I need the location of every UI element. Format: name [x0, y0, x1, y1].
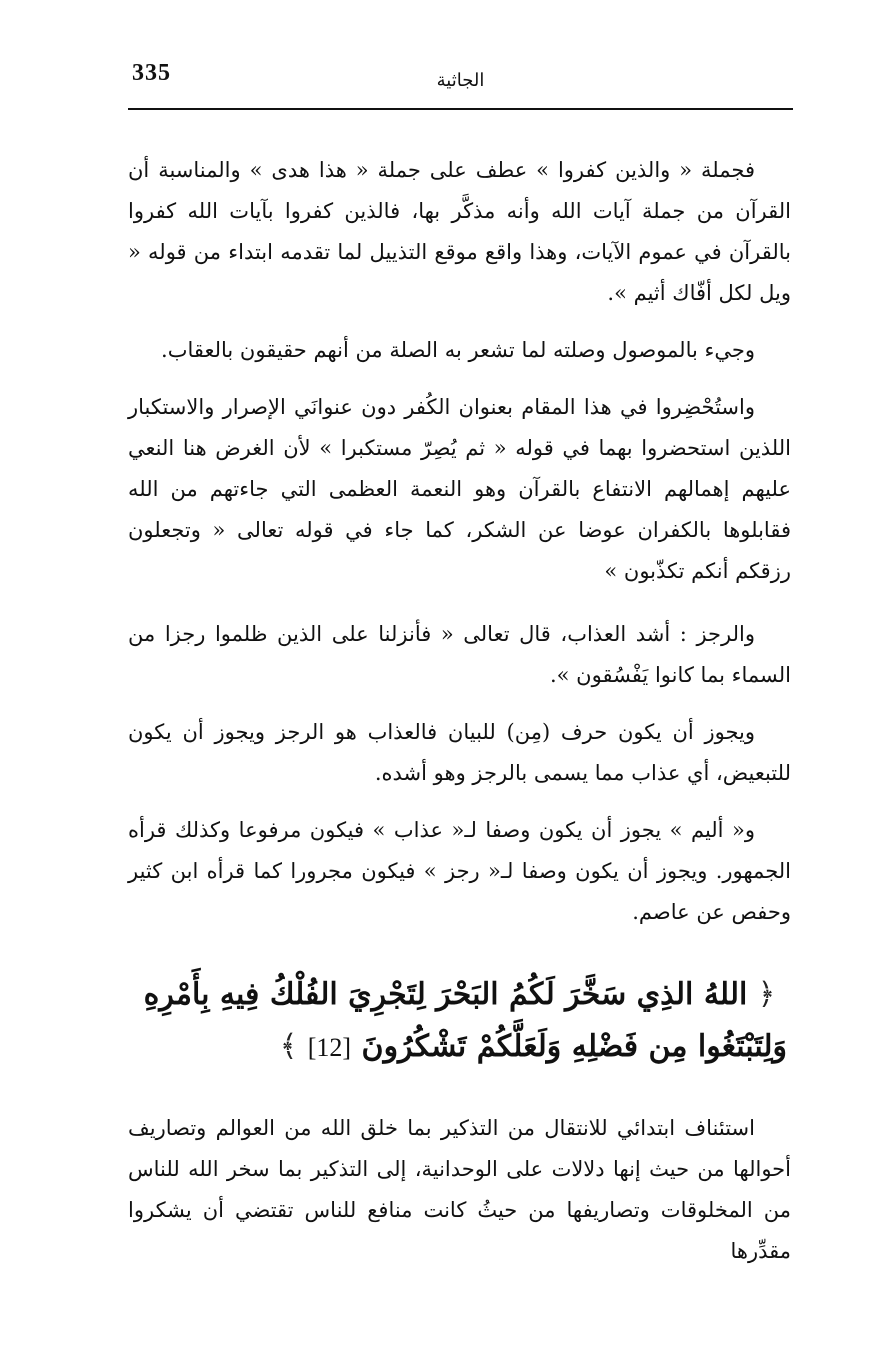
page-header [128, 52, 793, 110]
quran-verse [128, 969, 791, 1074]
paragraph-3: واستُحْضِروا في هذا المقام بعنوان الكُفر دون عنوانَي الإصرار والاستكبار اللذين استحضروا بهما في قوله « ثم يُصِرّ مستكبرا » لأن الغرض هنا النعي عليهم إهمالهم الانتفاع بالقرآن وهو النعمة العظمى التي جاءتهم من الله فقابلوها بالكفران عوضا عن الشكر، كما جاء في قوله تعالى « وتجعلون رزقكم أنكم تكذّبون » [128, 395, 791, 583]
verse-open-bracket: ﴿ [757, 977, 776, 1012]
page-body [128, 150, 791, 1294]
verse-number: [12] [307, 1033, 352, 1062]
surah-title: الجاثية [436, 70, 485, 91]
tafsir-paragraph: استئناف ابتدائي للانتقال من التذكير بما خلق الله من العوالم وتصاريف أحوالها من حيث إنها دلالات على الوحدانية، إلى التذكير بما سخر الله للناس من المخلوقات وتصاريفها من حيثُ كانت منافع للناس تقتضي أن يشكروا مقدِّرها [128, 1116, 791, 1263]
verse-close-bracket: ﴾ [279, 1029, 298, 1064]
paragraph-2: وجيء بالموصول وصلته لما تشعر به الصلة من أنهم حقيقون بالعقاب. [161, 338, 755, 362]
paragraph-4: والرجز : أشد العذاب، قال تعالى « فأنزلنا على الذين ظلموا رجزا من السماء بما كانوا يَفْسُقون ». [128, 622, 791, 687]
paragraph-5: ويجوز أن يكون حرف (مِن) للبيان فالعذاب هو الرجز ويجوز أن يكون للتبعيض، أي عذاب مما يسمى بالرجز وهو أشده. [128, 720, 791, 785]
verse-text: اللهُ الذِي سَخَّرَ لَكُمُ البَحْرَ لِتَجْرِيَ الفُلْكُ فِيهِ بِأَمْرِهِ وَلِتَبْتَغُوا مِن فَضْلِهِ وَلَعَلَّكُمْ تَشْكُرُونَ [143, 977, 787, 1064]
paragraph-1: فجملة « والذين كفروا » عطف على جملة « هذا هدى » والمناسبة أن القرآن من جملة آيات الله وأنه مذكَّر بها، فالذين كفروا بآيات الله كفروا بالقرآن في عموم الآيات، وهذا واقع موقع التذييل لما تقدمه ابتداء من قوله « ويل لكل أفّاك أثيم ». [128, 158, 791, 305]
page-number: 335 [132, 60, 171, 86]
paragraph-6: و« أليم » يجوز أن يكون وصفا لـ« عذاب » فيكون مرفوعا وكذلك قرأه الجمهور. ويجوز أن يكون وصفا لـ« رجز » فيكون مجرورا كما قرأه ابن كثير وحفص عن عاصم. [128, 818, 791, 924]
